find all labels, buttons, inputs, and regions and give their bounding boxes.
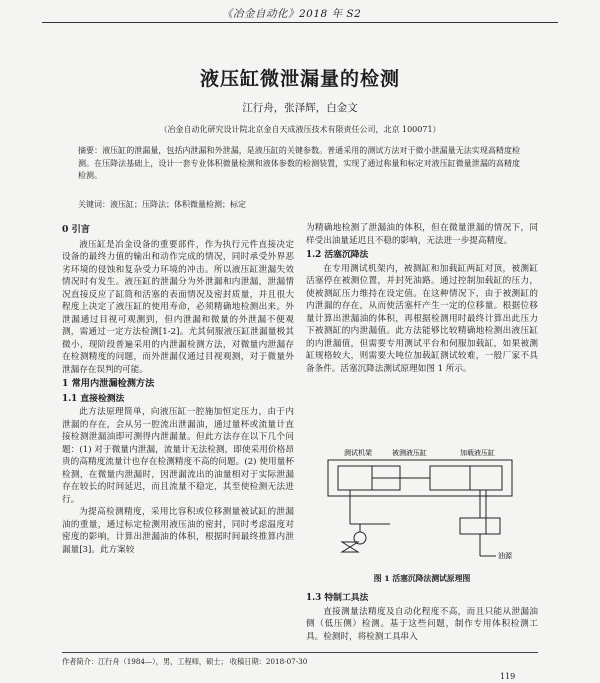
- load-cylinder: [430, 466, 502, 490]
- test-principle-diagram: [320, 446, 520, 570]
- left-column: [62, 222, 294, 556]
- abstract: 摘要：液压缸的泄漏量，包括内泄漏和外泄漏，是液压缸的关键参数。普通采用的测试方法对于微小泄漏量无法实现高精度检测。在压降法基础上，设计一套专业体积微量检测和液体参数的检测装置，实现了通过称量和标定对液压缸微量泄漏的高精度检测。: [78, 146, 520, 180]
- section-heading: 1 常用内泄漏检测方法: [62, 378, 155, 389]
- bottom-right-column: [306, 590, 538, 643]
- label-tested-cylinder: 被测液压缸: [392, 449, 427, 457]
- paragraph: 直接测量法精度及自动化程度不高，而且只能从泄漏油侧（低压侧）检测。基于这些问题，制作专用体积检测工具。检测时，将检测工具串入: [306, 606, 538, 642]
- valve-block: [460, 518, 500, 534]
- author-footnote: 作者简介：江行舟（1984—），男，工程师，硕士； 收稿日期：2018-07-30: [62, 657, 308, 666]
- subsection-heading: 1.3 特制工具法: [306, 593, 369, 603]
- paper-title: 液压缸微泄漏量的检测: [199, 68, 400, 90]
- right-column: [306, 222, 538, 375]
- paragraph: 液压缸是冶金设备的重要部件，作为执行元件直接决定设备的最终力值的输出和动作完成的情况，同时承受外界恶劣环境的侵蚀和复杂受力环境的冲击。所以液压缸泄漏失效情况时有发生。液压缸的泄漏分为外泄漏和内泄漏，泄漏情况直接反应了缸筒和活塞的表面情况及密封质量，并且很大程度上决定了液压缸的使用寿命，必须精确地检测出来。外泄漏通过目视可观测到，但内泄漏和微量的外泄漏不便观测，需通过一定方法检测[1-2]。尤其伺服液压缸泄漏量极其微小，现阶段普遍采用的内泄漏检测方法，对微量内泄漏存在检测精度的问题，而外泄漏仅通过目视观测，对于微量外泄漏存在误判的可能。: [62, 239, 294, 375]
- figure-caption: 图 1 活塞沉降法测试原理图: [373, 574, 471, 583]
- affiliation: （冶金自动化研究设计院北京金自天成液压技术有限责任公司，北京 100071）: [159, 125, 441, 134]
- paragraph-continued: 为精确地检测了泄漏油的体积，但在微量泄漏的情况下，同样受出油量延迟且不稳的影响，无法进一步提高精度。: [306, 223, 538, 246]
- keywords: 关键词：液压缸；压降法；体积微量检测；标定: [78, 200, 246, 209]
- paragraph: 此方法原理简单，向液压缸一腔施加恒定压力，由于内泄漏的存在，会从另一腔流出泄漏油，通过量杯或流量计直接检测泄漏油即可测得内泄漏量。但此方法存在以下几个问题：(1) 对于微量内泄漏，流量计无法检测，即使采用价格昂贵的高精度流量计也存在检测精度不高的问题。(2) 使用量杯检测，在微量内泄漏时，因泄漏流出的油量相对于实际泄漏存在较长的时间延迟，而且流量不稳定，其至使检测无法进行。: [62, 407, 294, 505]
- label-load-cylinder: 加载液压缸: [460, 449, 495, 457]
- subsection-heading: 1.1 直接检测法: [62, 393, 125, 404]
- label-oil-source: 油源: [498, 552, 512, 560]
- subsection-heading: 1.2 活塞沉降法: [306, 250, 369, 260]
- authors: 江行舟，张泽辉，白金文: [242, 102, 358, 114]
- header-divider: [42, 22, 558, 23]
- paragraph: 为提高检测精度，采用比容积或位移测量被试缸的泄漏油的重量，通过标定检测用液压油的密封，同时考虑温度对密度的影响，计算出泄漏油的体积，根据时间最终推算内泄漏量[3]。此方案较: [62, 507, 294, 555]
- journal-header: 《冶金自动化》2018 年 S2: [222, 8, 362, 20]
- footnote-divider: [62, 652, 538, 653]
- paragraph: 在专用测试机架内，被测缸和加载缸两缸对顶，被测缸活塞停在被测位置，并封死油路。通过控制加载缸的压力，使被测缸压力维持在设定值。在这种情况下，由于被测缸的内泄漏的存在，从而使活塞杆产生一定的位移量。根据位移量计算出泄漏油的体积，再根据检测用时最终计算出此压力下被测缸的内泄漏值。此方法能够比较精确地检测出液压缸的内泄漏值，但需要专用测试平台和伺服加载缸，如果被测缸规格较大，则需要大吨位加载缸测试较难，一般厂家不具备条件。活塞沉降法测试原理如图 1 所示。: [306, 263, 538, 374]
- page-number: 119: [500, 672, 516, 681]
- label-test-rig: 测试机架: [344, 449, 372, 457]
- section-heading: 0 引言: [62, 224, 90, 235]
- shutoff-valve: [342, 542, 358, 552]
